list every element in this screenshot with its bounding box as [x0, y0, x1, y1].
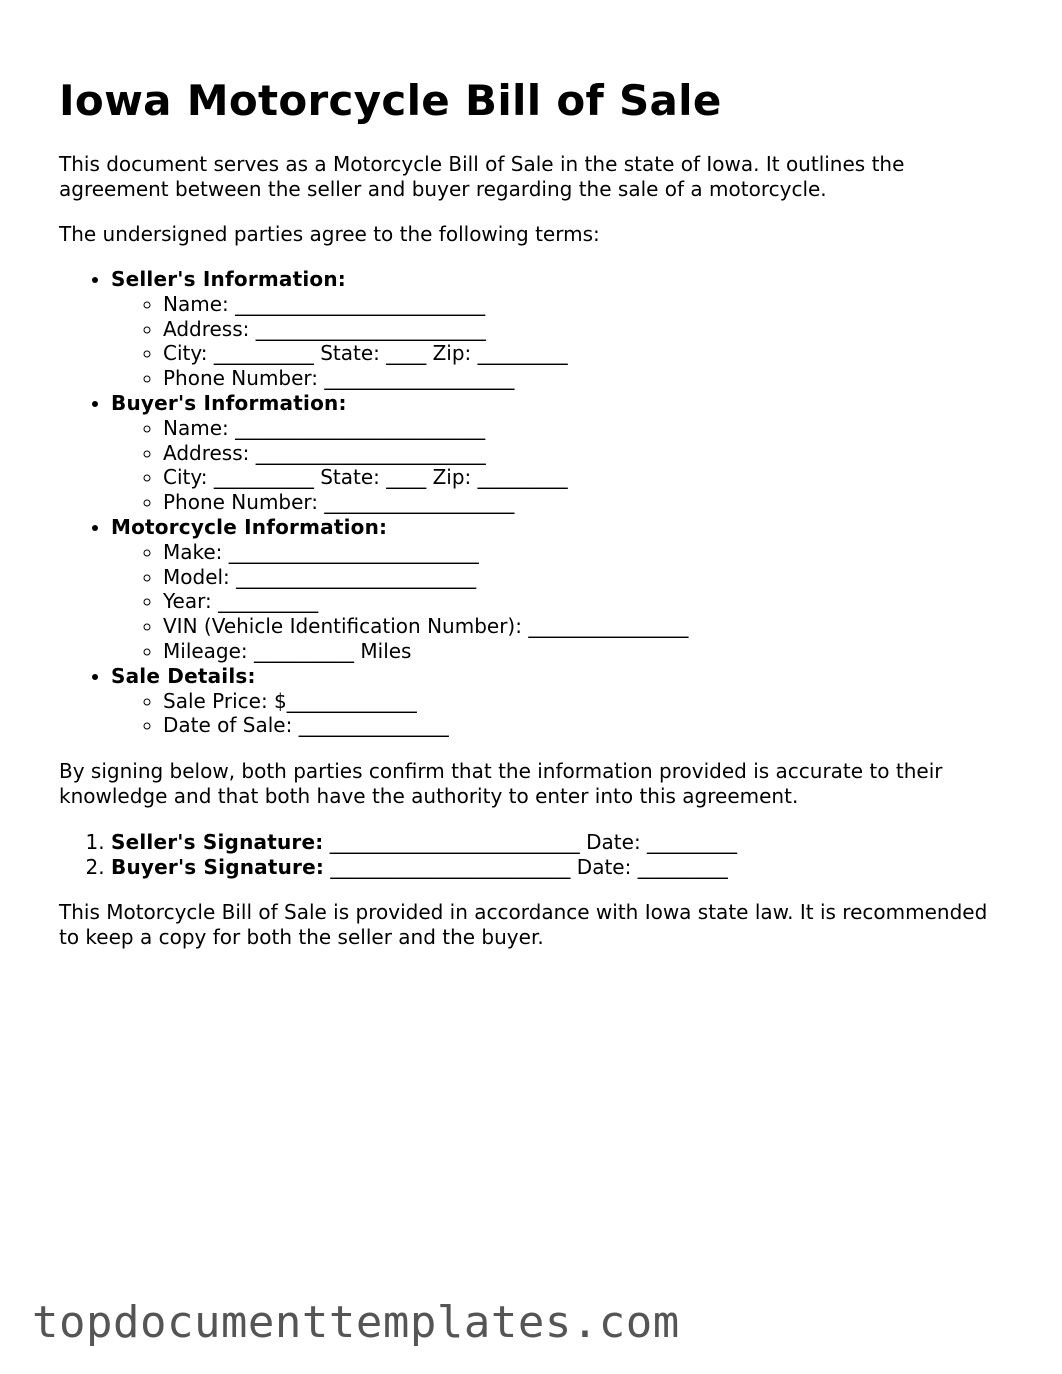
signature-label: Buyer's Signature: [111, 854, 325, 879]
sale-details-section [111, 664, 1009, 738]
buyer-phone-field: ◦ Phone Number: ___________________ [163, 490, 1009, 515]
section-title: Motorcycle Information: [111, 514, 388, 539]
section-title: Buyer's Information: [111, 390, 347, 415]
watermark: topdocumenttemplates.com [32, 1297, 680, 1348]
buyer-section [111, 391, 1009, 515]
signature-blank: _________________________ Date: _________ [323, 830, 738, 855]
sale-price-field: ◦ Sale Price: $_____________ [163, 689, 1009, 714]
closing-paragraph: This Motorcycle Bill of Sale is provided in accordance with Iowa state law. It is recommended to keep a copy for both the seller and the buyer. [59, 900, 988, 950]
model-field: ◦ Model: ________________________ [163, 565, 1009, 590]
seller-fields [111, 292, 1009, 391]
buyer-fields [111, 416, 1009, 515]
signature-blank: ________________________ Date: _________ [324, 854, 728, 879]
motorcycle-section [111, 515, 1009, 664]
buyer-name-field: ◦ Name: _________________________ [163, 416, 1009, 441]
date-of-sale-field: ◦ Date of Sale: _______________ [163, 713, 1009, 738]
buyer-address-field: ◦ Address: _______________________ [163, 441, 1009, 466]
intro-paragraph: This document serves as a Motorcycle Bill of Sale in the state of Iowa. It outlines the agreement between the seller and buyer regarding the sale of a motorcycle. [59, 152, 905, 201]
buyer-city-state-zip-field: ◦ City: __________ State: ____ Zip: _________ [163, 465, 1009, 490]
mileage-field: ◦ Mileage: __________ Miles [163, 639, 1009, 664]
section-title: Seller's Information: [111, 267, 347, 291]
document-page [59, 72, 1009, 950]
seller-signature-line [111, 830, 1009, 855]
year-field: ◦ Year: __________ [163, 589, 1009, 614]
document-title: Iowa Motorcycle Bill of Sale [59, 76, 722, 125]
seller-section [111, 267, 1009, 391]
seller-city-state-zip-field: ◦ City: __________ State: ____ Zip: _________ [163, 341, 1009, 366]
seller-phone-field: ◦ Phone Number: ___________________ [163, 366, 1009, 391]
seller-name-field: ◦ Name: _________________________ [163, 292, 1009, 317]
terms-intro: The undersigned parties agree to the following terms: [59, 222, 600, 246]
terms-list [59, 267, 1009, 738]
motorcycle-fields [111, 540, 1009, 664]
signature-label: Seller's Signature: [111, 830, 324, 855]
make-field: ◦ Make: _________________________ [163, 540, 1009, 565]
vin-field: ◦ VIN (Vehicle Identification Number): ________________ [163, 614, 1009, 639]
buyer-signature-line [111, 855, 1009, 880]
sale-details-fields [111, 689, 1009, 739]
signature-list [59, 830, 1009, 879]
confirmation-paragraph: By signing below, both parties confirm that the information provided is accurate to their knowledge and that both have the authority to enter into this agreement. [59, 759, 943, 809]
section-title: Sale Details: [111, 663, 256, 688]
seller-address-field: ◦ Address: _______________________ [163, 317, 1009, 342]
